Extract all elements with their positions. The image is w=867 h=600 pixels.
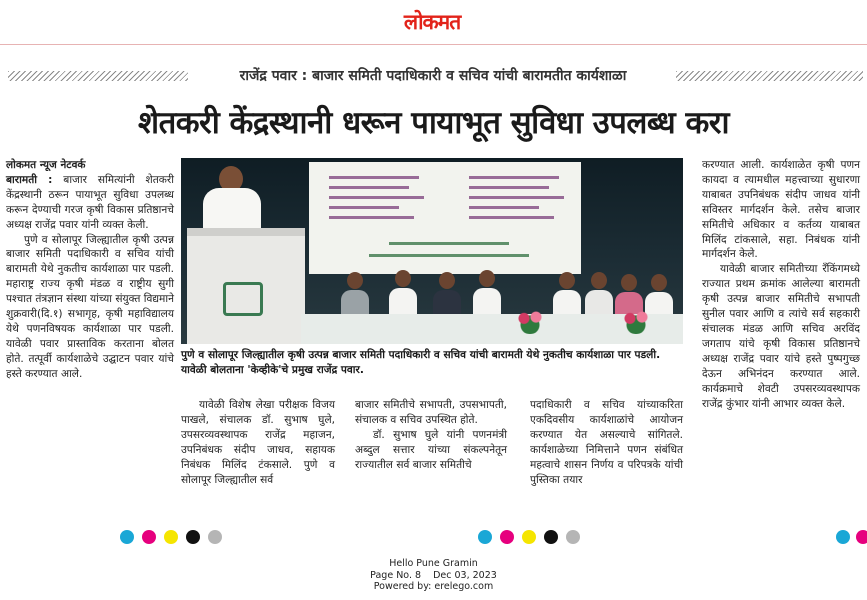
article-column-5: [702, 158, 860, 411]
article-column-1: [6, 158, 174, 382]
kicker-hatch-left: [8, 71, 188, 81]
cyan-mark: [120, 530, 134, 544]
cyan-mark: [478, 530, 492, 544]
paragraph: डॉ. सुभाष घुले यांनी पणनमंत्री अब्दुल सत्तार यांच्या संकल्पनेतून राज्यातील सर्व बाजार समितीचे: [355, 428, 507, 471]
article-column-4: [530, 398, 683, 487]
article-photo: [181, 158, 683, 344]
powered-by-link[interactable]: Powered by: erelego.com: [373, 581, 494, 592]
cyan-mark: [836, 530, 850, 544]
masthead-rule: [0, 44, 867, 45]
flower-bouquet: [515, 308, 545, 334]
dateline: बारामती :: [6, 173, 53, 186]
gray-mark: [566, 530, 580, 544]
article-headline: शेतकरी केंद्रस्थानी धरून पायाभूत सुविधा उपलब्ध करा: [137, 105, 729, 141]
article-column-3: [355, 398, 507, 473]
page-info: Page No. 8 Dec 03, 2023: [370, 569, 497, 581]
flower-bouquet: [621, 308, 651, 334]
paragraph: यावेळी विशेष लेखा परीक्षक विजय पाखले, संचालक डॉ. सुभाष घुले, उपसरव्यवस्थापक राजेंद्र महाजन, उपनिबंधक संदीप जाधव, सहायक निबंधक मिलिंद टंकसाले. पुणे व सोलापूर जिल्ह्यातील सर्व: [181, 399, 335, 486]
black-mark: [186, 530, 200, 544]
edition-name: Hello Pune Gramin: [389, 558, 478, 569]
byline: लोकमत न्यूज नेटवर्क: [6, 159, 86, 171]
paragraph: पुणे व सोलापूर जिल्ह्यातील कृषी उत्पन्न बाजार समिती पदाधिकारी व सचिव यांची बारामती येथे नुकतीच कार्यशाळा पार पडली. महाराष्ट्र राज्य कृषी मंडळ व राष्ट्रीय सुगी पश्चात तंत्रज्ञान संस्था यांच्या संयुक्त विद्यमाने शुक्रवारी(दि.१) सभागृह, कृषी महाविद्यालय येथे पणनविषयक कार्यशाळा पार पडली. यावेळी पवार प्रास्ताविक करताना बोलत होते. तत्पूर्वी कार्यशाळेचे उद्घाटन पवार यांचे हस्ते करण्यात आले.: [6, 233, 175, 380]
article-kicker: राजेंद्र पवार : बाजार समिती पदाधिकारी व सचिव यांची बारामतीत कार्यशाळा: [239, 68, 627, 84]
print-color-bar: [120, 530, 230, 544]
podium-logo-icon: [223, 282, 263, 316]
podium: [187, 228, 305, 344]
kicker-hatch-right: [676, 71, 863, 81]
print-color-bar: [836, 530, 867, 544]
paragraph: पदाधिकारी व सचिव यांच्याकरिता एकदिवसीय कार्यशाळांचे आयोजन करण्यात येत असल्याचे सांगितले. कार्यशाळेच्या निमित्ताने पणन संबंधित महत्वाचे शासन निर्णय व परिपत्रके यांची पुस्तिका तयार: [530, 399, 683, 486]
yellow-mark: [164, 530, 178, 544]
page-footer: [0, 558, 867, 593]
masthead: [0, 6, 867, 46]
paragraph: यावेळी बाजार समितीच्या रँकिंगमध्ये राज्यात प्रथम क्रमांक आलेल्या बारामती कृषी उत्पन्न बाजार समितीचे सभापती सुनील पवार आणि व त्यांचे सर्व सहकारी संचालक मंडळ आणि सचिव अरविंद जगताप यांचे कृषी विकास प्रतिष्ठानचे अध्यक्ष राजेंद्र पवार यांचे हस्ते पुष्पगुच्छ देऊन अभिनंदन करण्यात आले. कार्यक्रमाचे शेवटी उपसरव्यवस्थापक राजेंद्र कुंभार यांनी आभार व्यक्त केले.: [702, 263, 860, 410]
magenta-mark: [856, 530, 867, 544]
magenta-mark: [500, 530, 514, 544]
paragraph: करण्यात आली. कार्यशाळेत कृषी पणन कायदा व त्यामधील महत्त्वाच्या सुधारणा याबाबत उपनिबंधक संदीप जाधव यांनी सविस्तर मार्गदर्शन केले. तसेच बाजार समितीचे अधिकार व कर्तव्य याबाबत मिलिंद टांकसाले, सहा. निबंधक यांनी मार्गदर्शन केले.: [702, 159, 860, 261]
projection-screen: [309, 162, 581, 274]
lead-paragraph: [6, 173, 174, 233]
black-mark: [544, 530, 558, 544]
print-color-bar: [478, 530, 588, 544]
lokmat-logo: लोकमत: [403, 10, 461, 34]
kicker-row: [8, 66, 863, 86]
photo-caption: पुणे व सोलापूर जिल्ह्यातील कृषी उत्पन्न बाजार समिती पदाधिकारी व सचिव यांची बारामती येथे नुकतीच कार्यशाळा पार पडली. यावेळी बोलताना 'केव्हीके'चे प्रमुख राजेंद्र पवार.: [181, 349, 661, 377]
paragraph: बाजार समितीचे सभापती, उपसभापती, संचालक व सचिव उपस्थित होते.: [355, 399, 507, 426]
lead-text: बाजार समित्यांनी शेतकरी केंद्रस्थानी ठरून पायाभूत सुविधा उपलब्ध करून देण्याची गरज कृषी विकास प्रतिष्ठानचे अध्यक्ष राजेंद्र पवार यांनी व्यक्त केली.: [6, 173, 174, 231]
gray-mark: [208, 530, 222, 544]
article-column-2: [181, 398, 335, 487]
yellow-mark: [522, 530, 536, 544]
magenta-mark: [142, 530, 156, 544]
